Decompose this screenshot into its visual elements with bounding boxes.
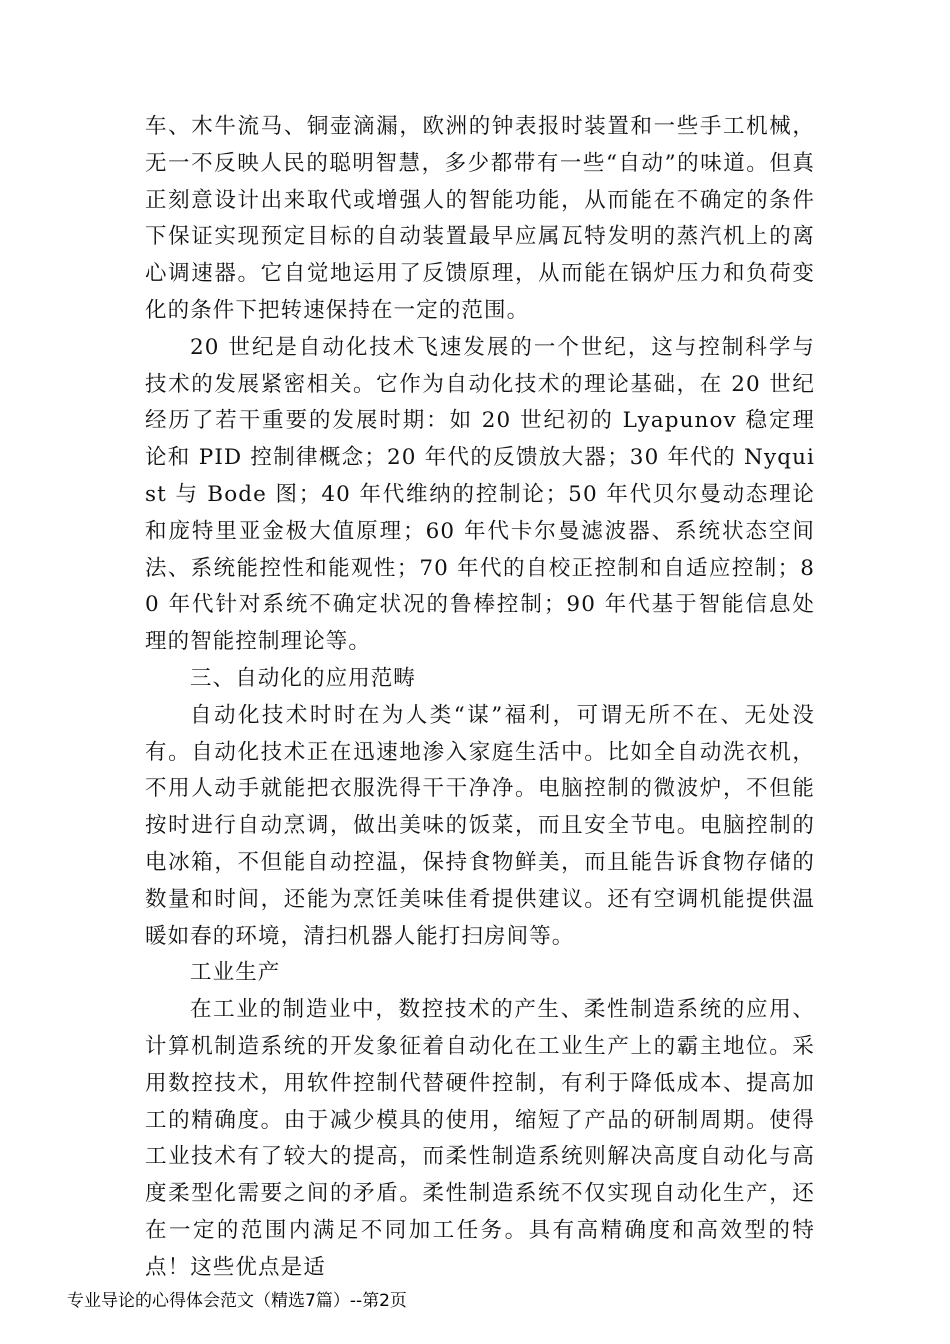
- subheading-industrial-production: 工业生产: [190, 960, 281, 986]
- paragraph-1: 车、木牛流马、铜壶滴漏，欧洲的钟表报时装置和一些手工机械，无一不反映人民的聪明智慧，多少都带有一些“自动”的味道。但真正刻意设计出来取代或增强人的智能功能，从而能在不确定的条件下保证实现预定目标的自动装置最早应属瓦特发明的蒸汽机上的离心调速器。它自觉地运用了反馈原理，从而能在锅炉压力和负荷变化的条件下把转速保持在一定的范围。: [145, 114, 815, 323]
- section-heading-3: 三、自动化的应用范畴: [190, 665, 417, 691]
- paragraph-6: 在工业的制造业中，数控技术的产生、柔性制造系统的应用、计算机制造系统的开发象征着自动化在工业生产上的霸主地位。采用数控技术，用软件控制代替硬件控制，有利于降低成本、提高加工的精确度。由于减少模具的使用，缩短了产品的研制周期。使得工业技术有了较大的提高，而柔性制造系统则解决高度自动化与高度柔型化需要之间的矛盾。柔性制造系统不仅实现自动化生产，还在一定的范围内满足不同加工任务。具有高精确度和高效型的特点！这些优点是适: [145, 997, 815, 1280]
- paragraph-4: 自动化技术时时在为人类“谋”福利，可谓无所不在、无处没有。自动化技术正在迅速地渗入家庭生活中。比如全自动洗衣机，不用人动手就能把衣服洗得干干净净。电脑控制的微波炉，不但能按时进行自动烹调，做出美味的饭菜，而且安全节电。电脑控制的电冰箱，不但能自动控温，保持食物鲜美，而且能告诉食物存储的数量和时间，还能为烹饪美味佳肴提供建议。还有空调机能提供温暖如春的环境，清扫机器人能打扫房间等。: [145, 702, 815, 949]
- paragraph-2: 20 世纪是自动化技术飞速发展的一个世纪，这与控制科学与技术的发展紧密相关。它作为自动化技术的理论基础，在 20 世纪经历了若干重要的发展时期：如 20 世纪初的 Lyapunov 稳定理论和 PID 控制律概念；20 年代的反馈放大器；30 年代的 Nyquist 与 Bode 图；40 年代维纳的控制论；50 年代贝尔曼动态理论和庞特里亚金极大值原理；60 年代卡尔曼滤波器、系统状态空间法、系统能控性和能观性；70 年代的自校正控制和自适应控制；80 年代针对系统不确定状况的鲁棒控制；90 年代基于智能信息处理的智能控制理论等。: [145, 334, 815, 655]
- document-body: [145, 109, 815, 1287]
- page-footer: 专业导论的心得体会范文（精选7篇）--第2页: [67, 1291, 407, 1311]
